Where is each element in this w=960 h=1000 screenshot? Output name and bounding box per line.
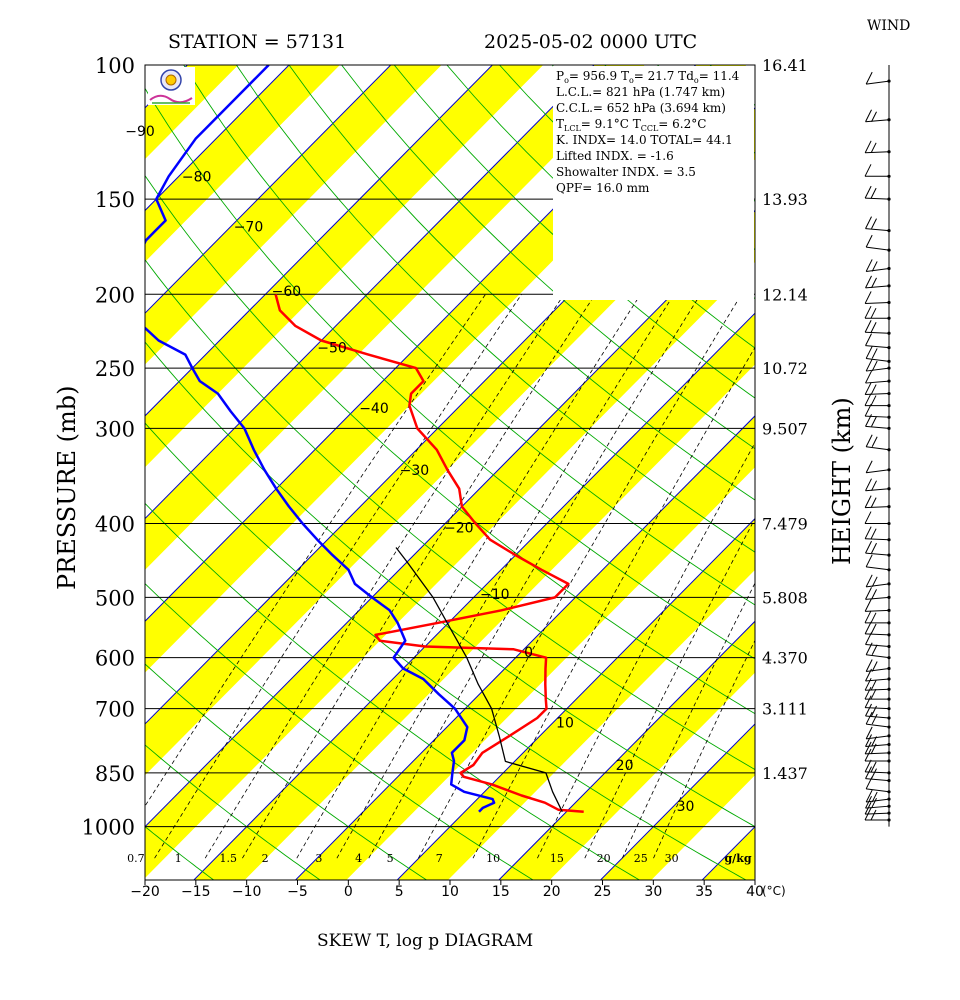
wind-barb-shaft	[866, 229, 889, 231]
wind-label: WIND	[867, 18, 911, 34]
x-tick-label: −5	[287, 884, 308, 900]
wind-barb-flag	[871, 624, 876, 634]
mixing-ratio-label: 20	[596, 852, 611, 865]
wind-barb-flag	[872, 278, 877, 288]
wind-barb-shaft	[866, 381, 889, 383]
wind-barb-flag	[866, 359, 872, 371]
wind-barb-shaft	[865, 394, 889, 395]
wind-barb-flag	[865, 496, 871, 508]
wind-barb-shaft	[865, 689, 889, 690]
height-tick-label: 12.14	[762, 285, 808, 305]
wind-barb-shaft	[866, 597, 889, 599]
wind-barb-flag	[865, 527, 871, 539]
wind-barb-flag	[871, 680, 876, 690]
station-logo-icon	[148, 67, 195, 105]
datetime-label: 2025-05-02 0000 UTC	[484, 31, 698, 53]
yellow-band	[0, 0, 6, 900]
wind-barb-shaft	[865, 302, 889, 303]
wind-barbs	[865, 65, 891, 827]
wind-barb-flag	[866, 276, 872, 288]
wind-barb-flag	[866, 110, 872, 122]
mixing-ratio-label: 15	[549, 852, 564, 865]
wind-barb-flag	[871, 308, 876, 318]
wind-barb-flag	[866, 587, 872, 599]
wind-barb-shaft	[866, 724, 889, 727]
height-tick-label: 3.111	[762, 699, 808, 719]
pressure-tick-label: 1000	[81, 815, 135, 840]
wind-barb-flag	[865, 141, 871, 153]
pressure-tick-label: 300	[94, 417, 135, 442]
wind-barb-shaft	[866, 447, 889, 450]
wind-barb-flag	[866, 235, 872, 247]
mixing-ratio-label: 7	[435, 852, 443, 865]
x-tick-label: 20	[542, 884, 561, 900]
wind-barb-flag	[865, 599, 871, 611]
wind-barb-flag	[866, 217, 872, 229]
mixing-ratio-unit: g/kg	[724, 852, 752, 865]
mixing-ratio-label: 25	[633, 852, 648, 865]
x-tick-label: 0	[343, 884, 353, 900]
info-line-lcl: L.C.L.= 821 hPa (1.747 km)	[556, 85, 726, 99]
wind-barb-flag	[872, 481, 877, 491]
isotherm-label: −90	[125, 123, 155, 140]
wind-barb-shaft	[866, 268, 889, 271]
wind-barb-flag	[872, 714, 877, 724]
isotherm-label: −50	[317, 340, 347, 357]
wind-barb-flag	[866, 479, 872, 491]
mixing-ratio-label: 30	[664, 852, 679, 865]
wind-barb-flag	[865, 622, 871, 634]
wind-barb-flag	[872, 219, 877, 229]
height-tick-label: 1.437	[762, 763, 808, 783]
height-tick-label: 5.808	[762, 588, 808, 608]
wind-barb-flag	[871, 143, 876, 153]
mixing-ratio-label: 1.5	[219, 852, 238, 865]
wind-barb-shaft	[866, 553, 889, 555]
wind-barb-shaft	[865, 634, 889, 635]
mixing-ratio-label: 4	[355, 852, 363, 865]
isotherm-line	[784, 0, 960, 900]
wind-barb-shaft	[866, 426, 889, 428]
diagram-title: SKEW T, log p DIAGRAM	[317, 931, 534, 951]
wind-barb-shaft	[865, 539, 889, 540]
wind-barb-shaft	[865, 152, 889, 153]
isotherm-label: 20	[615, 758, 634, 775]
info-line-temps: $T_{LCL}= 9.1^\circ C$ $T_{CCL}= 6.2^\circ C$	[556, 117, 707, 133]
yellow-band	[885, 0, 960, 900]
wind-barb-flag	[866, 541, 872, 553]
height-tick-label: 10.72	[762, 359, 808, 379]
wind-barb-flag	[871, 529, 876, 539]
x-tick-label: 25	[593, 884, 612, 900]
wind-barb-flag	[865, 186, 871, 198]
wind-barb-shaft	[866, 679, 889, 681]
wind-barb-flag	[865, 611, 871, 623]
mixing-ratio-label: 3	[315, 852, 323, 865]
isotherm-label: −30	[399, 462, 430, 479]
wind-barb-flag	[872, 348, 877, 358]
wind-barb-flag	[871, 498, 876, 508]
wind-barb-shaft	[865, 332, 889, 333]
wind-barb-flag	[866, 72, 872, 84]
wind-barb-flag	[865, 306, 871, 318]
wind-barb-flag	[865, 749, 871, 761]
wind-barb-flag	[865, 320, 871, 332]
isotherm-label: 30	[676, 799, 695, 816]
info-line-1: $P_o= 956.9$ $T_o= 21.7$ $Td_o= 11.4$	[556, 69, 740, 85]
wind-barb-flag	[866, 334, 872, 346]
wind-barb-flag	[865, 742, 871, 754]
wind-barb-flag	[872, 112, 877, 122]
isotherm-line	[885, 0, 960, 900]
x-tick-label: 15	[491, 884, 510, 900]
wind-barb-shaft	[866, 669, 889, 672]
isotherm-line	[0, 0, 57, 900]
pressure-tick-label: 150	[94, 188, 135, 213]
wind-barb-flag	[865, 291, 871, 303]
wind-barb-shaft	[866, 779, 889, 781]
info-line-kindex: K. INDX= 14.0 TOTAL= 44.1	[556, 133, 733, 147]
x-tick-label: −15	[181, 884, 211, 900]
pressure-axis-title: PRESSURE (mb)	[53, 385, 81, 590]
pressure-tick-label: 500	[94, 586, 135, 611]
wind-barb-flag	[866, 461, 872, 473]
isotherm-label: −40	[359, 400, 389, 417]
wind-barb-flag	[872, 798, 877, 808]
x-tick-label: 5	[394, 884, 404, 900]
wind-barb-shaft	[866, 358, 889, 361]
isotherm-label: 10	[556, 715, 574, 732]
wind-barb-shaft	[866, 584, 889, 587]
wind-barb-flag	[865, 512, 871, 524]
wind-barb-flag	[866, 371, 872, 383]
x-tick-label: 35	[695, 884, 714, 900]
wind-barb-flag	[866, 346, 872, 358]
info-line-lifted: Lifted INDX. = -1.6	[556, 149, 674, 163]
height-tick-label: 9.507	[762, 419, 808, 439]
wind-barb-shaft	[866, 489, 889, 491]
wind-barb-flag	[871, 188, 876, 198]
isotherm-label: −60	[271, 283, 302, 300]
info-line-ccl: C.C.L.= 652 hPa (3.694 km)	[556, 101, 726, 115]
wind-barb-shaft	[866, 368, 889, 371]
wind-barb-flag	[871, 322, 876, 332]
x-tick-label: −20	[130, 884, 160, 900]
x-tick-label: −10	[231, 884, 262, 900]
wind-barb-shaft	[866, 286, 889, 288]
temperature-unit: (°C)	[762, 884, 786, 898]
mixing-ratio-label: 2	[261, 852, 269, 865]
wind-barb-flag	[872, 645, 877, 655]
isotherm-label: −10	[479, 587, 510, 604]
info-line-qpf: QPF= 16.0 mm	[556, 181, 650, 195]
pressure-tick-label: 250	[94, 357, 135, 382]
dry-adiabat-line	[43, 0, 960, 900]
wind-barb-flag	[866, 575, 872, 587]
isotherm-label: −70	[233, 219, 264, 236]
wind-barb-shaft	[866, 346, 889, 348]
wind-barb-flag	[871, 613, 876, 623]
pressure-tick-label: 600	[94, 646, 135, 671]
wind-barb-flag	[865, 383, 871, 395]
wind-barb-shaft	[866, 120, 889, 122]
mixing-ratio-label: 0.7	[127, 852, 145, 865]
wind-barb-flag	[871, 396, 876, 406]
wind-barb-shaft	[866, 470, 889, 473]
height-tick-label: 13.93	[762, 190, 808, 210]
wind-barb-shaft	[866, 789, 889, 792]
height-axis-title: HEIGHT (km)	[828, 397, 856, 565]
wind-barb-shaft	[866, 655, 889, 658]
height-tick-label: 4.370	[762, 648, 808, 668]
x-tick-label: 30	[644, 884, 663, 900]
wind-barb-shaft	[865, 198, 889, 199]
wind-barb-shaft	[866, 247, 889, 250]
wind-barb-flag	[872, 437, 877, 447]
height-tick-label: 7.479	[762, 514, 808, 534]
wind-barb-flag	[872, 589, 877, 599]
wind-barb-shaft	[866, 567, 889, 570]
pressure-tick-label: 400	[94, 512, 135, 537]
wind-barb-shaft	[865, 507, 889, 508]
wind-barb-shaft	[866, 81, 889, 84]
wind-barb-flag	[866, 727, 872, 739]
pressure-tick-label: 850	[94, 761, 135, 786]
pressure-tick-label: 100	[94, 54, 135, 78]
x-tick-label: 40	[746, 884, 764, 900]
mixing-ratio-label: 10	[486, 852, 501, 865]
wind-barb-flag	[872, 416, 877, 426]
wind-barb-shaft	[865, 416, 889, 417]
wind-barb-flag	[866, 435, 872, 447]
mixing-ratio-label: 1	[174, 852, 182, 865]
yellow-band	[784, 0, 960, 900]
isotherm-label: −80	[181, 169, 212, 186]
station-label: STATION = 57131	[168, 31, 347, 53]
pressure-tick-label: 700	[94, 697, 135, 722]
wind-barb-flag	[865, 394, 871, 406]
wind-barb-flag	[866, 734, 872, 746]
mixing-ratio-label: 5	[386, 852, 394, 865]
wind-barb-flag	[872, 543, 877, 553]
wind-barb-flag	[871, 385, 876, 395]
isotherm-label: 0	[524, 645, 534, 662]
info-line-showalter: Showalter INDX. = 3.5	[556, 165, 696, 179]
wind-barb-flag	[871, 689, 876, 699]
pressure-tick-label: 200	[94, 283, 135, 308]
isotherm-label: −20	[443, 520, 474, 537]
wind-barb-flag	[866, 259, 872, 271]
x-tick-label: 10	[441, 884, 459, 900]
wind-barb-flag	[871, 810, 876, 820]
wind-barb-shaft	[865, 610, 889, 611]
height-tick-label: 16.41	[762, 56, 808, 75]
wind-barb-flag	[866, 555, 872, 567]
wind-barb-flag	[865, 164, 871, 176]
